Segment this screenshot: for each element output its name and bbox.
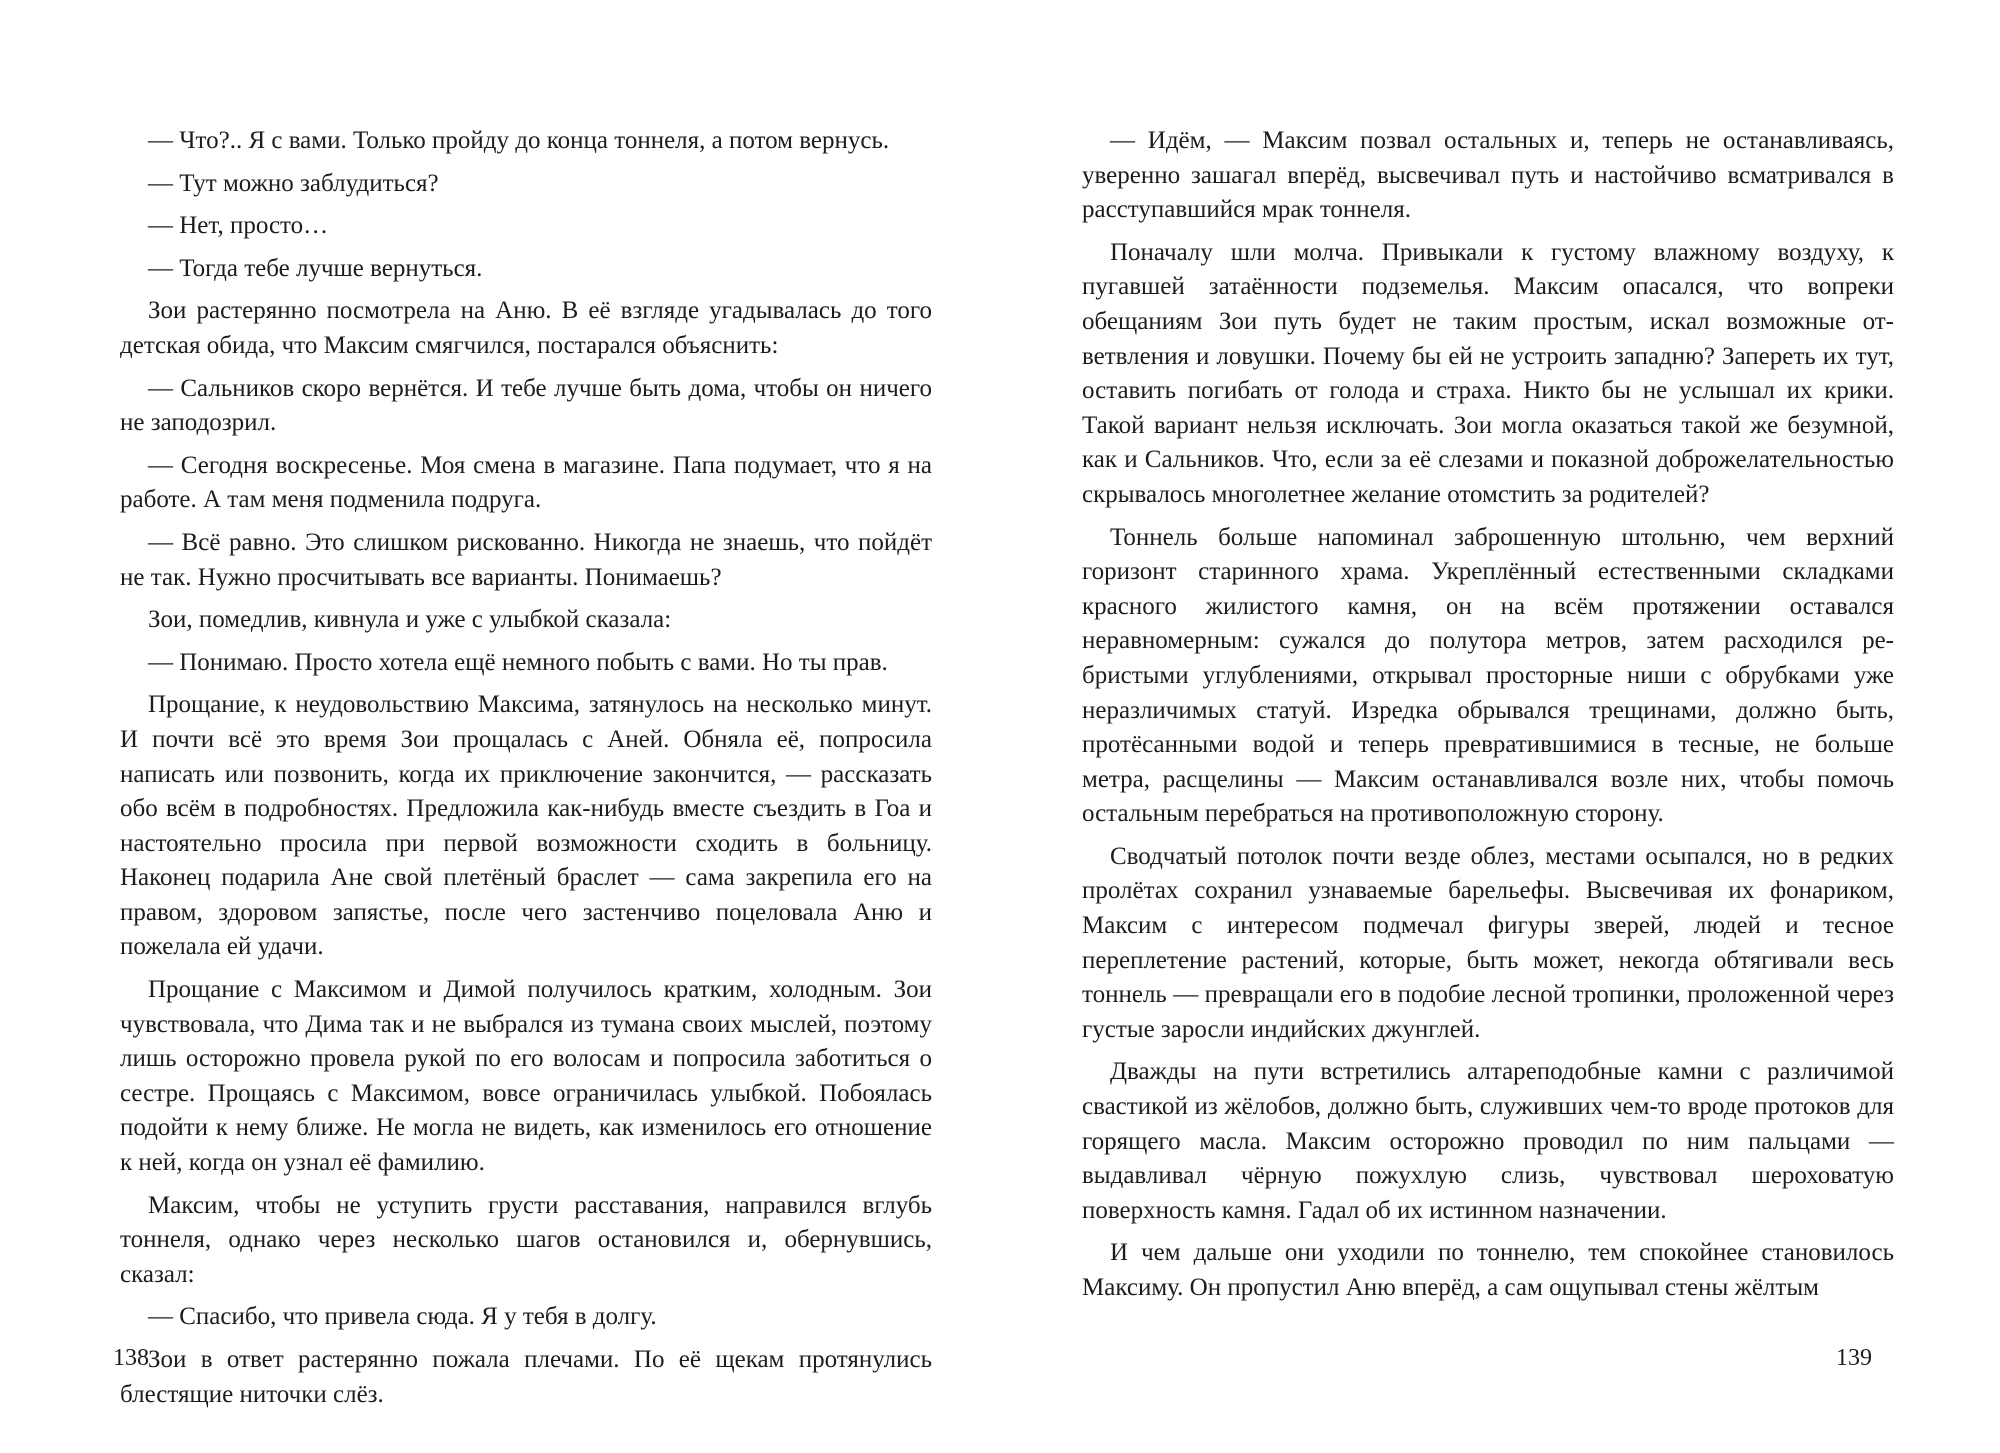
paragraph: Зои растерянно посмотрела на Аню. В её взгляде угадывалась до того детская обида, что Максим смягчился, постарался объяснить: bbox=[120, 297, 932, 359]
left-page-text bbox=[120, 124, 932, 1420]
paragraph: — Всё равно. Это слишком рискованно. Никогда не знаешь, что пойдёт не так. Нужно просчитывать все варианты. Понимаешь? bbox=[120, 528, 932, 591]
paragraph: Дважды на пути встретились алтареподобные камни с различимой свастикой из жёлобов, должно быть, служивших чем-то вроде протоков для горящего масла. Максим осторожно проводил по ним пальцами — выдавливал чёрную пожухлую слизь, чувствовал шероховатую поверхность камня. Гадал об их истинном назначении. bbox=[1082, 1058, 1894, 1224]
page-number-right: 139 bbox=[1836, 1345, 1872, 1371]
paragraph: Максим, чтобы не уступить грусти расставания, направился вглубь тоннеля, однако через несколько шагов остановился и, обернувшись, сказал: bbox=[120, 1191, 932, 1288]
right-page-text bbox=[1082, 124, 1894, 1314]
paragraph: Прощание с Максимом и Димой получилось кратким, холодным. Зои чувствовала, что Дима так и не выбрался из тумана своих мыслей, поэтому лишь осторожно провела рукой по его волосам и попросила заботиться о сестре. Прощаясь с Максимом, вовсе ограничилась улыбкой. Побоялась подойти к нему ближе. Не могла не видеть, как изменилось его отношение к ней, когда он узнал её фамилию. bbox=[120, 976, 932, 1177]
paragraph: Сводчатый потолок почти везде облез, местами осыпался, но в редких пролётах сохранил узнаваемые барельефы. Высвечивая их фонариком, Максим с интересом подмечал фигуры зверей, людей и тесное переплетение растений, которые, быть может, некогда обтягивали весь тоннель — превращали его в подобие лесной тропинки, проложенной через густые заросли индийских джунглей. bbox=[1082, 842, 1894, 1043]
paragraph: — Сальников скоро вернётся. И тебе лучше быть дома, чтобы он ничего не заподозрил. bbox=[120, 374, 932, 437]
paragraph: Прощание, к неудовольствию Максима, затянулось на несколько минут. И почти всё это время Зои прощалась с Аней. Обняла её, попросила написать или позвонить, когда их приключение закончится, — рассказать обо всём в подробностях. Предложила как-нибудь вместе съездить в Гоа и настоятельно просила при первой возможности сходить в больницу. Наконец подарила Ане свой плетёный браслет — сама закрепила его на правом, здоровом запястье, после чего застенчиво поцеловала Аню и пожелала ей удачи. bbox=[120, 691, 932, 961]
paragraph: — Тогда тебе лучше вернуться. bbox=[148, 254, 483, 282]
paragraph: — Нет, просто… bbox=[148, 212, 329, 240]
paragraph: — Идём, — Максим позвал остальных и, теперь не останавливаясь, уверенно зашагал вперёд, высвечивал путь и настойчиво всматривался в расступавшийся мрак тоннеля. bbox=[1082, 127, 1894, 224]
paragraph: — Что?.. Я с вами. Только пройду до конца тоннеля, а потом вернусь. bbox=[148, 127, 890, 154]
paragraph: — Понимаю. Просто хотела ещё немного побыть с вами. Но ты прав. bbox=[148, 648, 888, 676]
page-number-left: 138 bbox=[113, 1345, 149, 1371]
paragraph: И чем дальше они уходили по тоннелю, тем спокойнее становилось Максиму. Он пропустил Аню вперёд, а сам ощупывал стены жёлтым bbox=[1082, 1239, 1894, 1301]
paragraph: Зои, помедлив, кивнула и уже с улыбкой сказала: bbox=[148, 606, 672, 634]
paragraph: — Сегодня воскресенье. Моя смена в магазине. Папа подумает, что я на работе. А там меня подменила подруга. bbox=[120, 451, 932, 514]
paragraph: Зои в ответ растерянно пожала плечами. По её щекам протянулись блестящие ниточки слёз. bbox=[120, 1346, 932, 1408]
paragraph: Тоннель больше напоминал заброшенную штольню, чем верхний горизонт старинного храма. Укреплённый естественными складками красного жилистого камня, он на всём протяжении оставался неравномерным: сужался до полутора метров, затем расходился ребристыми углублениями, открывал просторные ниши с обрубками уже неразличимых статуй. Изредка обрывался трещинами, должно быть, протёсанными водой и теперь превратившимися в тесные, не больше метра, расщелины — Максим останавливался возле них, чтобы помочь остальным перебраться на противоположную сторону. bbox=[1082, 523, 1894, 828]
paragraph: — Тут можно заблудиться? bbox=[148, 169, 439, 197]
paragraph: Поначалу шли молча. Привыкали к густому влажному воздуху, к пугавшей затаённости подземелья. Максим опасался, что вопреки обещаниям Зои путь будет не таким простым, искал возможные ответвления и ловушки. Почему бы ей не устроить западню? Запереть их тут, оставить погибать от голода и страха. Никто бы не услышал их крики. Такой вариант нельзя исключать. Зои могла оказаться такой же безумной, как и Сальников. Что, если за её слезами и показной доброжелательностью скрывалось многолетнее желание отомстить за родителей? bbox=[1082, 238, 1894, 508]
paragraph: — Спасибо, что привела сюда. Я у тебя в долгу. bbox=[148, 1303, 657, 1331]
